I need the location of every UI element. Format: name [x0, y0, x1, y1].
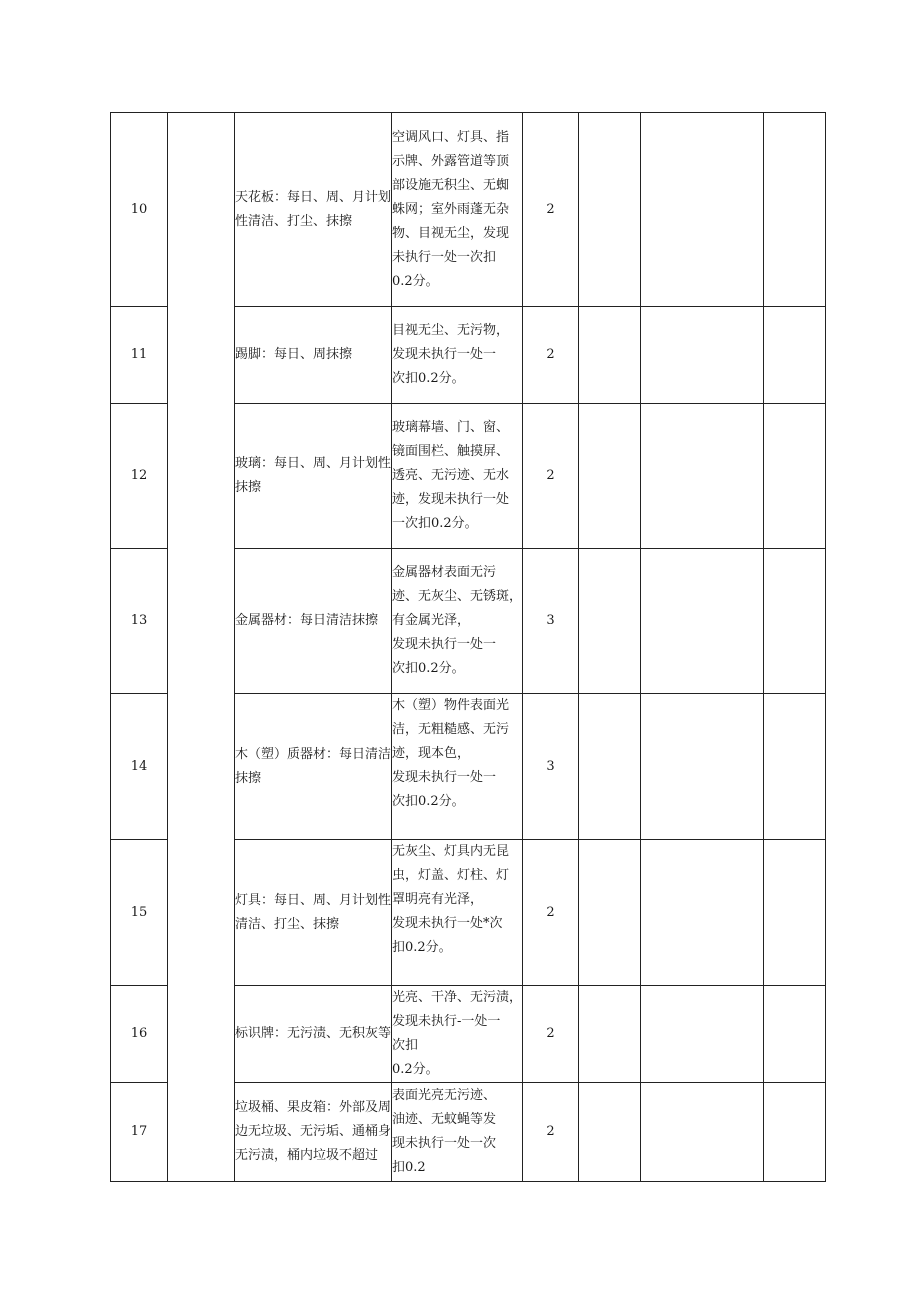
table-row — [111, 113, 826, 307]
empty-cell — [641, 113, 764, 307]
empty-cell — [579, 549, 641, 694]
item-text: 灯具：每日、周、月计划性清洁、打尘、抹擦 — [235, 892, 392, 932]
empty-cell — [641, 986, 764, 1083]
standard-cell — [392, 549, 523, 694]
row-number: 15 — [111, 840, 168, 986]
empty-cell — [764, 986, 826, 1083]
item-description — [235, 694, 392, 840]
standard-line: 发现未执行一处一 — [392, 637, 497, 652]
standard-line: 次扣0.2分。 — [392, 371, 465, 386]
empty-cell — [764, 113, 826, 307]
standard-cell — [392, 840, 523, 986]
standard-line: 次扣0.2分。 — [392, 661, 465, 676]
empty-cell — [641, 694, 764, 840]
standard-line: 扣0.2 — [392, 1160, 426, 1175]
standard-line: 未执行一处一次扣 — [392, 249, 497, 265]
standard-line: 0.2分。 — [392, 1062, 439, 1077]
empty-cell — [579, 113, 641, 307]
item-text: 垃圾桶、果皮箱：外部及周边无垃圾、无污垢、通桶身无污渍，桶内垃圾不超过 — [235, 1100, 392, 1163]
row-number: 13 — [111, 549, 168, 694]
standard-line: 发现未执行一处一 — [392, 347, 497, 362]
standard-cell — [392, 113, 523, 307]
item-description — [235, 840, 392, 986]
inspection-table — [110, 112, 826, 1182]
standard-line: 目视无尘、无污物， — [392, 323, 510, 338]
standard-line: 次扣0.2分。 — [392, 794, 465, 809]
empty-cell — [641, 840, 764, 986]
standard-line: 次扣 — [392, 1038, 419, 1053]
score-cell: 2 — [523, 307, 579, 404]
standard-line: 镜面围栏、触摸屏、 — [392, 444, 510, 459]
item-description — [235, 986, 392, 1083]
standard-line: 无灰尘、灯具内无昆 — [392, 844, 510, 859]
score-cell: 2 — [523, 986, 579, 1083]
standard-line: 光亮、干净、无污渍， — [392, 990, 523, 1005]
standard-line: 木（塑）物件表面光 — [392, 698, 510, 713]
standard-cell — [392, 986, 523, 1083]
item-text: 踢脚：每日、周抹擦 — [235, 347, 353, 362]
item-description — [235, 307, 392, 404]
standard-line: 迹、无灰尘、无锈斑， — [392, 589, 523, 604]
item-text: 木（塑）质器材：每日清洁抹擦 — [235, 746, 392, 786]
score-cell: 3 — [523, 694, 579, 840]
standard-line: 扣0.2分。 — [392, 940, 452, 955]
standard-cell — [392, 307, 523, 404]
standard-line: 玻璃幕墙、门、窗、 — [392, 420, 510, 435]
score-cell: 2 — [523, 404, 579, 549]
standard-line: 迹，现本色， — [392, 746, 471, 761]
row-number: 14 — [111, 694, 168, 840]
empty-cell — [641, 549, 764, 694]
standard-cell — [392, 1083, 523, 1182]
empty-cell — [764, 694, 826, 840]
standard-cell — [392, 694, 523, 840]
standard-line: 发现未执行-一处一 — [392, 1014, 501, 1029]
score-cell: 2 — [523, 1083, 579, 1182]
standard-line: 迹，发现未执行一处 — [392, 492, 510, 507]
empty-cell — [764, 1083, 826, 1182]
standard-line: 发现未执行一处*次 — [392, 916, 503, 931]
row-number: 17 — [111, 1083, 168, 1182]
standard-line: 罩明亮有光泽， — [392, 892, 484, 907]
category-cell — [168, 113, 235, 1182]
standard-line: 虫，灯盖、灯柱、灯 — [392, 868, 510, 883]
item-description — [235, 549, 392, 694]
standard-line: 示牌、外露管道等顶 — [392, 153, 510, 169]
standard-line: 金属器材表面无污 — [392, 565, 497, 580]
standard-line: 物、目视无尘，发现 — [392, 225, 510, 241]
standard-line: 透亮、无污迹、无水 — [392, 468, 510, 483]
score-cell: 3 — [523, 549, 579, 694]
standard-line: 表面光亮无污迹、 — [392, 1088, 497, 1103]
standard-line: 油迹、无蚊蝇等发 — [392, 1112, 497, 1127]
standard-line: 部设施无积尘、无蜘 — [392, 177, 510, 193]
empty-cell — [579, 1083, 641, 1182]
score-cell: 2 — [523, 113, 579, 307]
standard-line: 有金属光泽， — [392, 613, 471, 628]
score-cell: 2 — [523, 840, 579, 986]
empty-cell — [764, 307, 826, 404]
standard-line: 0.2分。 — [392, 273, 439, 289]
item-text: 金属器材：每日清洁抹擦 — [235, 613, 379, 628]
item-text: 玻璃：每日、周、月计划性抹擦 — [235, 456, 392, 495]
standard-cell — [392, 404, 523, 549]
standard-line: 现未执行一处一次 — [392, 1136, 497, 1151]
row-number: 16 — [111, 986, 168, 1083]
row-number: 12 — [111, 404, 168, 549]
item-description — [235, 404, 392, 549]
empty-cell — [641, 307, 764, 404]
empty-cell — [764, 549, 826, 694]
empty-cell — [764, 840, 826, 986]
item-description — [235, 1083, 392, 1182]
standard-line: 发现未执行一处一 — [392, 770, 497, 785]
row-number: 11 — [111, 307, 168, 404]
standard-line: 空调风口、灯具、指 — [392, 129, 510, 145]
empty-cell — [579, 986, 641, 1083]
empty-cell — [579, 840, 641, 986]
empty-cell — [641, 404, 764, 549]
item-text: 天花板：每日、周、月计划性清洁、打尘、抹擦 — [235, 189, 392, 229]
empty-cell — [579, 404, 641, 549]
empty-cell — [764, 404, 826, 549]
standard-line: 洁，无粗糙感、无污 — [392, 722, 510, 737]
standard-line: 蛛网；室外雨蓬无杂 — [392, 201, 510, 217]
item-text: 标识牌：无污渍、无积灰等 — [235, 1026, 392, 1041]
empty-cell — [579, 694, 641, 840]
empty-cell — [641, 1083, 764, 1182]
item-description — [235, 113, 392, 307]
empty-cell — [579, 307, 641, 404]
standard-line: 一次扣0.2分。 — [392, 516, 478, 531]
row-number: 10 — [111, 113, 168, 307]
